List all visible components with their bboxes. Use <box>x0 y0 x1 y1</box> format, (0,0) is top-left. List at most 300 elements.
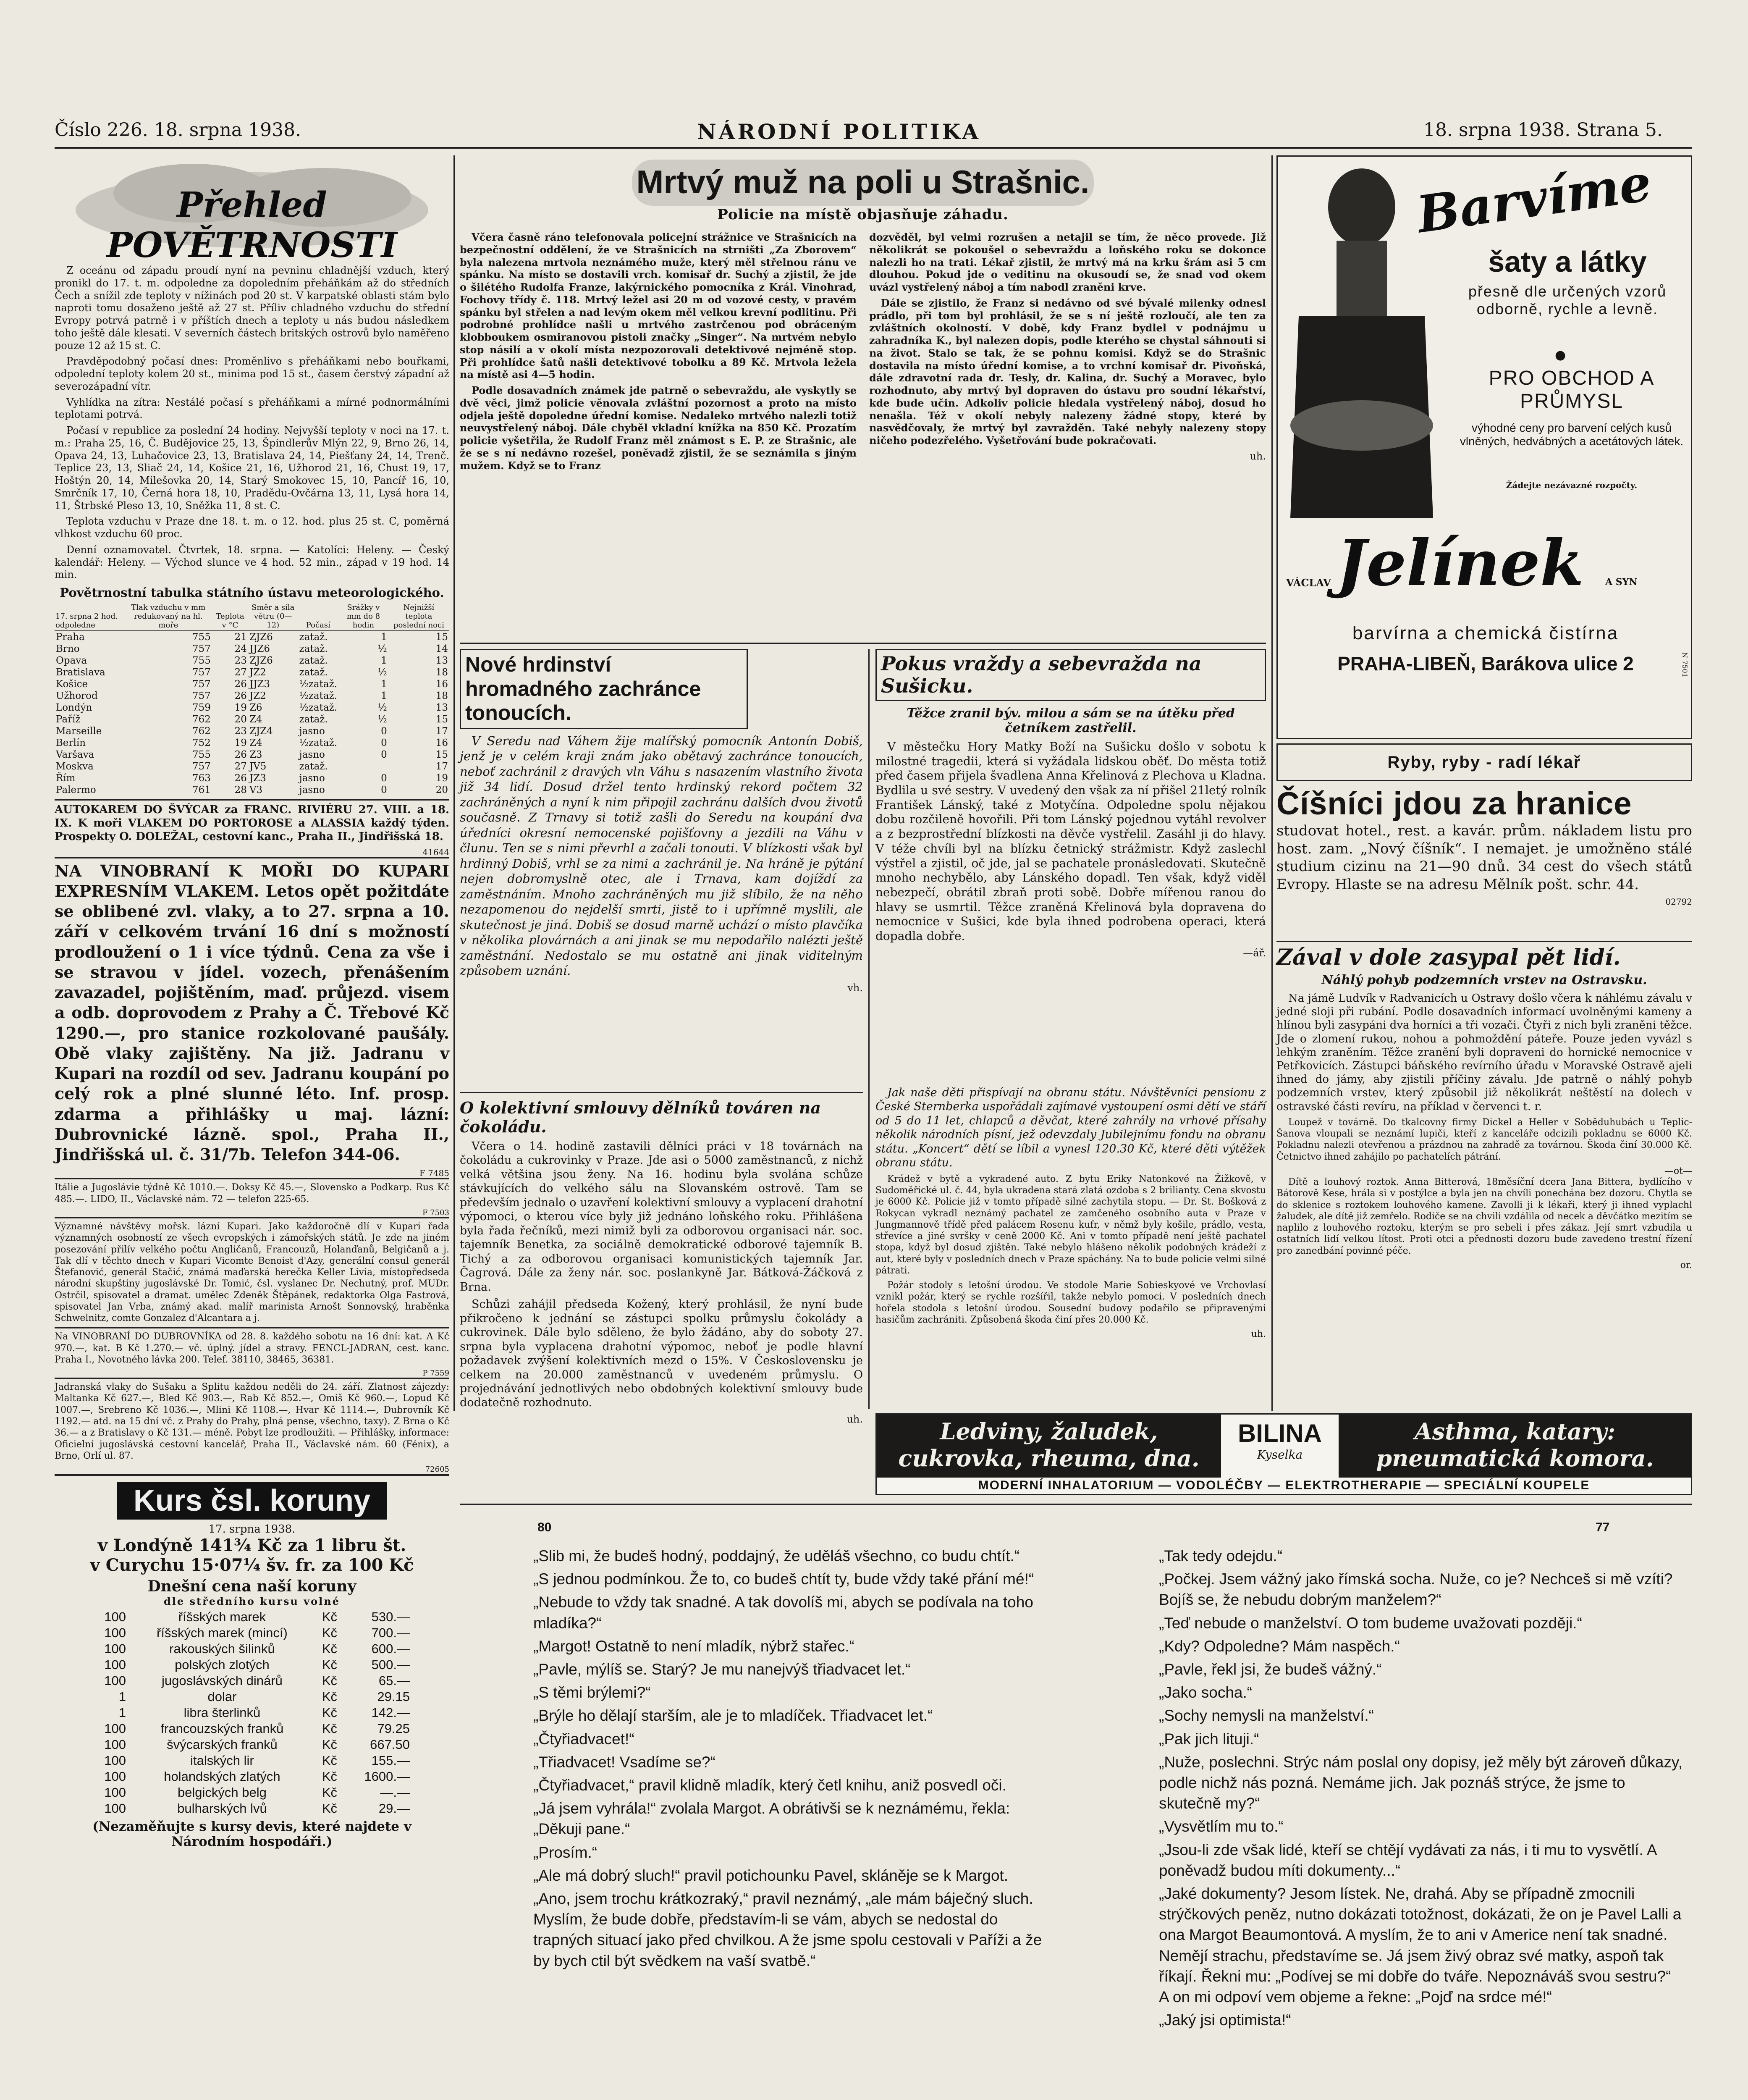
article-signature: or. <box>1680 1260 1692 1270</box>
weather-row <box>55 761 449 772</box>
page-header <box>55 113 1692 149</box>
ad-line: výhodné ceny pro barvení celých kusů vlněných, hedvábných a acetátových látek. <box>1460 421 1684 448</box>
ad-jadran <box>55 1378 449 1474</box>
weather-value: V3 <box>249 785 263 795</box>
currency-amount: 100 <box>104 1785 126 1800</box>
ad-title: Barvíme <box>1413 153 1655 245</box>
currency-name: jugoslávských dinárů <box>162 1673 283 1688</box>
weather-row <box>55 678 449 690</box>
ad-code: N 7501 <box>1681 652 1689 677</box>
weather-value: 19 <box>435 773 448 784</box>
ad-line: šaty a látky <box>1488 245 1647 278</box>
newspaper-title: NÁRODNÍ POLITIKA <box>697 119 981 144</box>
weather-row <box>55 667 449 678</box>
book-paragraph: „Pavle, řekl jsi, že budeš vážný.“ <box>1159 1661 1382 1678</box>
book-paragraph: „Pavle, mýlíš se. Starý? Je mu nanejvýš třiadvacet let.“ <box>533 1661 911 1678</box>
koruna-date: 17. srpna 1938. <box>208 1523 296 1536</box>
weather-value: 26 <box>234 690 247 701</box>
currency-name: holandských zlatých <box>164 1769 280 1784</box>
currency-rate: 29.— <box>378 1801 410 1816</box>
currency-unit: Kč <box>322 1705 337 1720</box>
weather-value: 757 <box>192 643 211 654</box>
currency-rate: 155.— <box>371 1753 410 1768</box>
article-paragraph: V Seredu nad Váhem žije malířský pomocník Antonín Dobiš, jenž je v celém kraji znám jako obětavý zachránce tonoucích, neboť zachránil z dravých vln Váhu s nasazením vlastního života již 34 lidí. Dosud držel tento hrdinský rekord počtem 32 zachráněných a nyní k nim připojil zachránu dalších dvou životů současně. Z Trnavy si totiž zašli do Seredu na koupání dva úředníci okresní nemocenské pojišťovny a jezdili na Váhu v člunu. Ten se s nimi převrhl a začali tonouti. V blízkosti však byl hrdinný Dobiš, vrhl se za nimi a zachránil je. Na hráně je pýtání nejen dobromyslně otec, ale i Trnava, kam dojíždí za zaměstnáním. Mnoho zachráněných mu již slíbilo, že na něho nezapomenou do nejdelší smrti, jistě to i upřímně myslili, ale skutečnost je jiná. Dobiš se dosud marně uchází o místo plavčíka v několika plovárnách a ani jinak se mu nepodařilo nalézti ještě zaměstnání. Nedostalo se mu ostatně ani jinak viditelným způsobem uznání. <box>460 733 863 978</box>
currency-amount: 100 <box>104 1801 126 1816</box>
weather-row <box>55 784 449 796</box>
article-title-box <box>875 649 1266 701</box>
weather-col-header: Srážky v mm do 8 hodin <box>338 602 388 631</box>
currency-amount: 100 <box>104 1753 126 1768</box>
koruna-table <box>92 1609 411 1816</box>
book-paragraph: „Nuže, poslechni. Strýc nám poslal ony dopisy, jež měly být zároveň důkazy, podle nichž nás pozná. Nemáme jich. Jak poznáš strýce, že jsme to skutečně my?“ <box>1159 1753 1682 1812</box>
currency-unit: Kč <box>322 1769 337 1784</box>
weather-value: 19 <box>234 738 247 748</box>
currency-amount: 100 <box>104 1737 126 1752</box>
firm-logo: Jelínek <box>1337 526 1584 600</box>
currency-rate: 79.25 <box>377 1721 410 1736</box>
book-paragraph: „Kdy? Odpoledne? Mám naspěch.“ <box>1159 1637 1400 1655</box>
currency-name: dolar <box>207 1689 237 1704</box>
ad-dubrovnik <box>55 1327 449 1378</box>
weather-value: JV5 <box>249 761 267 772</box>
weather-value: 757 <box>192 761 211 772</box>
weather-row <box>55 631 449 643</box>
ad-line: Ledviny, žaludek, <box>940 1418 1158 1445</box>
brand-name: BILINA <box>1238 1419 1322 1447</box>
weather-value: 13 <box>435 702 448 713</box>
currency-rate: 530.— <box>371 1609 410 1625</box>
weather-city: Košice <box>56 679 88 690</box>
weather-value: 26 <box>234 749 247 760</box>
ad-dubrovnik-text: Na VINOBRANÍ DO DUBROVNÍKA od 28. 8. každého sobotu na 16 dní: kat. A Kč 970.—, kat. B Kč 1.270.— vč. úplný. jídel a stravy. FENCL-JADRAN, cest. kanc. Praha I., Novotného lávka 200. Telef. 38110, 38465, 36381. <box>55 1331 449 1365</box>
currency-rate: 1600.— <box>364 1769 410 1784</box>
weather-value: ½zataž. <box>299 690 338 701</box>
article-subtitle: Těžce zranil býv. milou a sám se na útěku před četníkem zastřelil. <box>907 706 1235 735</box>
book-page-left: 80 <box>537 1520 552 1534</box>
article-signature: —ot— <box>1664 1166 1692 1176</box>
article-zaval <box>1276 945 1692 1411</box>
weather-value: 20 <box>234 714 247 725</box>
article-title: Pokus vraždy a sebevražda na Sušicku. <box>881 652 1202 697</box>
weather-city: Marseille <box>56 726 102 737</box>
weather-row <box>55 643 449 655</box>
currency-unit: Kč <box>322 1785 337 1800</box>
weather-value: 761 <box>192 785 211 795</box>
koruna-zurich: v Curychu 15·07¼ šv. fr. za 100 Kč <box>90 1555 414 1575</box>
book-paragraph: „Čtyřiadvacet,“ pravil klidně mladík, který četl knihu, aniž posvedl oči. <box>533 1777 1006 1794</box>
ad-code: 72605 <box>425 1465 449 1474</box>
article-title-box <box>460 649 748 729</box>
weather-value: 17 <box>435 761 448 772</box>
brand-sub: Kyselka <box>1257 1448 1303 1462</box>
ad-bilina-right <box>1339 1415 1691 1478</box>
article-mrtvy <box>460 155 1266 659</box>
weather-value: 16 <box>435 738 448 748</box>
book-page-right: 77 <box>1596 1520 1610 1534</box>
currency-unit: Kč <box>322 1609 337 1625</box>
weather-value: 759 <box>192 702 211 713</box>
currency-unit: Kč <box>322 1625 337 1641</box>
article-mrtvy-body <box>460 231 1266 475</box>
currency-unit: Kč <box>322 1737 337 1752</box>
currency-name: italských lir <box>190 1753 254 1768</box>
weather-prague: Teplota vzduchu v Praze dne 18. t. m. o 12. hod. plus 25 st. C, poměrná vlhkost vzduchu 60 proc. <box>55 515 449 540</box>
currency-amount: 100 <box>104 1657 126 1672</box>
ad-autokarem-text: AUTOKAREM DO ŠVÝCAR za FRANC. RIVIÉRU 27. VIII. a 18. IX. K moři VLAKEM DO PORTOROSE a ALASSIA každý týden. Prospekty O. DOLEŽAL, cestovní kanc., Praha II., Jindřišská 18. <box>55 803 449 843</box>
weather-col-header: Počasí <box>298 602 339 631</box>
section-rule <box>460 1092 863 1093</box>
book-paragraph: „Jako socha.“ <box>1159 1684 1253 1701</box>
article-paragraph: Schůzi zahájil předseda Kožený, který prohlásil, že nyní bude přikročeno k jednání se zástupci spolku průmyslu čokolády a cukrovinek. Dále bylo sděleno, že bylo žádáno, aby do soboty 27. srpna byla vyplacena drahotní výpomoc, neboť je podle hlavní požadavek zvýšení kolektivních mezd o 15%. V Československu je celkem na 20.000 zaměstnanců v uvedeném průmyslu. O projednávání jednotlivých nebo obdobných kolektivní smlouvy bude dodatečně rozhodnuto. <box>460 1298 863 1410</box>
currency-name: bulharských lvů <box>177 1801 267 1816</box>
weather-value: Z4 <box>249 714 262 725</box>
weather-value: jasno <box>299 773 325 784</box>
currency-rate: 700.— <box>371 1625 410 1641</box>
weather-col-header: Tlak vzduchu v mm redukovaný na hl. moře <box>125 602 212 631</box>
article-mrtvy-header <box>460 155 1266 231</box>
weather-value: 13 <box>435 655 448 666</box>
book-paragraph: „S těmi brýlemi?“ <box>533 1684 651 1701</box>
column-rule <box>868 649 870 1409</box>
section-rule <box>460 643 1266 644</box>
currency-rate: 142.— <box>371 1705 410 1720</box>
weather-value: 0 <box>381 785 387 795</box>
book-paragraph: „Jaké dokumenty? Jesom lístek. Ne, drahá. Aby se případně zmocnili strýčkových peněz, nutno dokázati totožnost, dokázati, že on je Pavel Lalli a ona Margot Beaumontová. A myslím, že to ani v Americe není tak snadné. Nemějí strachu, představíme se. Já jsem živý obraz své matky, aspoň tak říkají. Řekni mu: „Podívej se mi dobře do tváře. Nepoznáváš svou sestru?“ A on mi odpoví vem objeme a řekne: „Pojď na srdce mé!“ <box>1159 1885 1682 2006</box>
weather-value: 20 <box>435 785 448 795</box>
koruna-title: Kurs čsl. koruny <box>117 1482 387 1520</box>
weather-republic: Počasí v republice za poslední 24 hodiny. Nejvyšší teploty v noci na 17. t. m.: Praha 25, 16, Č. Budějovice 25, 13, Špindlerův Mlýn 22, 9, Brno 26, 14, Opava 24, 13, Luhačovice 23, 13, Bratislava 24, 14, Piešťany 24, 14, Trenč. Teplice 23, 13, Sliač 24, 14, Košice 21, 16, Užhorod 21, 16, Chust 19, 17, Hoštýn 20, 14, Milešovka 20, 14, Starý Smokovec 15, 10, Pancíř 16, 10, Smrčník 17, 10, Černá hora 18, 10, Pradědu-Ovčárna 13, 11, Lysá hora 14, 11, Štrbské Pleso 13, 10, Sněžka 11, 8 st. C. <box>55 425 449 512</box>
weather-forecast: Pravděpodobný počasí dnes: Proměnlivo s přeháňkami nebo bouřkami, odpolední teploty kolem 20 st., minima pod 15 st., časem čerstvý západní až severozápadní vítr. <box>55 355 449 392</box>
ad-vinobrani <box>55 857 449 1179</box>
currency-row <box>92 1737 411 1753</box>
weather-value: 0 <box>381 726 387 737</box>
weather-value: JZ3 <box>249 773 266 784</box>
article-hrdinstvi <box>460 649 863 1090</box>
book-paragraph: „Jaký jsi optimista!“ <box>1159 2011 1291 2029</box>
currency-name: libra šterlinků <box>183 1705 261 1720</box>
weather-heading-box <box>55 155 449 265</box>
weather-outlook: Vyhlídka na zítra: Nestálé počasí s přeháňkami a mírné podnormálními teplotami potrvá. <box>55 396 449 421</box>
weather-value: 762 <box>192 726 211 737</box>
currency-amount: 100 <box>104 1641 126 1656</box>
weather-city: Brno <box>56 643 80 654</box>
ad-barvime <box>1276 155 1692 739</box>
article-title: Zával v dole zasypal pět lidí. <box>1276 945 1621 970</box>
currency-unit: Kč <box>322 1673 337 1688</box>
ad-text: studovat hotel., rest. a kavár. prům. nákladem listu pro host. zam. „Nový číšník“. I nemajet. je umožněno stálé studium cizinu na 21—90 dnů. 34 cest do všech států Evropy. Hlaste se na adresu Mělník pošt. schr. 44. <box>1276 822 1692 893</box>
article-title: O kolektivní smlouvy dělníků továren na čokoládu. <box>460 1098 821 1136</box>
book-paragraph: „Margot! Ostatně to není mladík, nýbrž stařec.“ <box>533 1637 854 1655</box>
weather-city: Řím <box>56 773 76 784</box>
weather-value: 0 <box>381 738 387 748</box>
weather-value: zataž. <box>299 655 328 666</box>
currency-name: říšských marek (mincí) <box>157 1625 288 1641</box>
weather-value: zataž. <box>299 643 328 654</box>
currency-amount: 1 <box>118 1705 126 1720</box>
ad-line: Asthma, katary: <box>1414 1418 1616 1445</box>
weather-city: Londýn <box>56 702 92 713</box>
section-rule <box>460 1504 1692 1505</box>
weather-row <box>55 772 449 784</box>
book-column-left <box>533 1546 1058 2100</box>
book-column-right <box>1159 1546 1684 2100</box>
book-paragraph: „Čtyřiadvacet!“ <box>533 1730 634 1748</box>
ad-bilina-brand <box>1225 1419 1334 1462</box>
weather-value: 763 <box>192 773 211 784</box>
weather-value: zataž. <box>299 761 328 772</box>
currency-row <box>92 1721 411 1737</box>
ad-code: F 7503 <box>422 1208 449 1217</box>
weather-value: 27 <box>234 667 247 678</box>
article-paragraph: Dále se zjistilo, že Franz si nedávno od své bývalé milenky odnesl prádlo, při tom byl prohlásil, že se s ní ještě rozloučí, ale ten za zvláštních okolností. V době, kdy Franz bydlel v podnájmu u zahradníka K., byl nalezen dopis, podle kterého se chystal sáhnouti si na život. Stalo se tak, že se pohnu komisi. Když se do Strašnic dostavila na místo úřední komise, a to vrchní komisař dr. Pivoňská, dále zdravotní rada dr. Tesly, dr. Kalina, dr. Suchý a Moravec, bylo rozhodnuto, aby mrtvý byl dopraven do ústavu pro soudní lékařství, kde bude učin. Adkoliv policie hledala vystřelený náboj, dosud ho nenašla. Též v okolí nebyly nalezeny žádné stopy, které by nasvědčovaly, že mrtvý byl zavražděn. Také nebyly nalezeny stopy ničeho podezřelého. Vyšetřování bude pokračovati. <box>869 297 1266 446</box>
weather-value <box>338 761 388 772</box>
weather-value: 15 <box>435 749 448 760</box>
ad-cisnici <box>1276 785 1692 942</box>
weather-value: 757 <box>192 667 211 678</box>
article-pokus <box>875 649 1266 1082</box>
weather-value: 0 <box>381 773 387 784</box>
article-title: Nové hrdinství hromadného zachránce tonoucích. <box>465 653 701 724</box>
currency-amount: 100 <box>104 1673 126 1688</box>
book-paragraph: „Nebude to vždy tak snadné. A tak dovolíš mi, abych se podívala na toho mladíka?“ <box>533 1593 1033 1632</box>
weather-city: Palermo <box>56 785 96 795</box>
weather-city: Opava <box>56 655 87 666</box>
currency-amount: 100 <box>104 1609 126 1625</box>
article-signature: uh. <box>1251 1329 1266 1340</box>
weather-value: 28 <box>234 785 247 795</box>
article-paragraph: Podle dosavadních známek jde patrně o sebevraždu, ale vyskytly se dvě věci, jimž policie věnovala zvláštní pozornost a proto na místo odjela ještě dopoledne úřední komise. Nedaleko mrtvého nalezli totiž neuvystřelený náboj. Dále chyběl vkladní knížka na 850 Kč. Prozatím policie vyšetřila, že Rudolf Franz měl známost s E. P. ze Strašnic, ale že se s ní nedávno rozešel, poněvadž zjistil, že se seznámila s jiným mužem. Když se to Franz <box>460 384 857 472</box>
ad-italie <box>55 1178 449 1217</box>
ad-autokarem <box>55 799 449 857</box>
ad-line: Žádejte nezávazné rozpočty. <box>1506 480 1638 490</box>
currency-name: říšských marek <box>178 1609 266 1625</box>
weather-value: 24 <box>234 643 247 654</box>
article-title: Mrtvý muž na poli u Strašnic. <box>636 163 1090 200</box>
ad-jadran-text: Jadranská vlaky do Sušaku a Splitu každou neděli do 24. září. Zlatnost zájezdy: Maltanka Kč 627.—, Bled Kč 903.—, Rab Kč 852.—, Omiš Kč 960.—, Lopud Kč 1007.—, Srebreno Kč 1036.—, Mlini Kč 1108.—, Hvar Kč 1114.—, Dubrovník Kč 1192.— atd. na 15 dní vč. z Prahy do Prahy, plná pense, všechno, taxy). Z Brna o Kč 36.— a z Bratislavy o Kč 131.— méně. Pobyt lze prodloužiti. — Přihlášky, informace: Oficielní jugoslávská cestovní kancelář, Praha II., Václavské nám. 60 (Fénix), a Brno, Orlí ul. 87. <box>55 1382 449 1461</box>
weather-value: zataž. <box>299 632 328 643</box>
currency-amount: 100 <box>104 1769 126 1784</box>
book-paragraph: „Ano, jsem trochu krátkozraký,“ pravil neznámý, „ale mám báječný sluch. Myslím, že bude dobře, představím-li se vám, abych se nedostal do trapných situací jako před chvilkou. A že jsme spolu cestovali v Paříži a že by bych ctil být svědkem na vaší svatbě.“ <box>533 1890 1042 1969</box>
weather-value: 0 <box>381 749 387 760</box>
left-column <box>55 155 449 2100</box>
weather-value: 23 <box>234 726 247 737</box>
article-signature: —ář. <box>1243 947 1266 959</box>
article-short-news <box>875 1086 1266 1411</box>
weather-row <box>55 749 449 761</box>
ad-bilina-left <box>877 1415 1221 1478</box>
book-paragraph: „Třiadvacet! Vsadíme se?“ <box>533 1753 715 1771</box>
weather-value: JJZ3 <box>249 679 270 690</box>
weather-city: Berlín <box>56 738 86 748</box>
weather-value: 18 <box>435 690 448 701</box>
firm-suffix: A SYN <box>1605 577 1638 588</box>
currency-rate: 600.— <box>371 1641 410 1656</box>
weather-row <box>55 737 449 749</box>
article-kolektivni <box>460 1098 863 1425</box>
ad-vyznamne <box>55 1217 449 1324</box>
article-signature: vh. <box>847 982 863 994</box>
news-item: Loupež v továrně. Do tkalcovny firmy Dickel a Heller v Soběduhubách u Teplic-Šanova vloupali se neznámí lupiči, kteří z kanceláře odcizili pokladnu se 6000 Kč. Pokladnu nalezli otevřenou a prázdnou na zahradě za továrnou. Škoda činí 30.000 Kč. Četnictvo ihned zahájilo po pachatelích pátrání. <box>1276 1117 1692 1162</box>
currency-rate: 65.— <box>378 1673 410 1688</box>
currency-amount: 100 <box>104 1721 126 1736</box>
weather-value: 15 <box>435 714 448 725</box>
currency-amount: 100 <box>104 1625 126 1641</box>
weather-value: JJZ6 <box>249 643 270 654</box>
weather-value: jasno <box>299 785 325 795</box>
koruna-london: v Londýně 141¾ Kč za 1 libru št. <box>97 1536 406 1556</box>
article-paragraph: V městečku Hory Matky Boží na Sušicku došlo v sobotu k milostné tragedii, která si vyžádala lidskou oběť. Do města totiž před časem přijela švadlena Anna Křelinová z Plechova u Kladna. Bydlila u své sestry. V uvedený den však za ní přišel 21letý rolník František Lánský, také z Motyčína. Odpoledne spolu nějakou dobu rozčileně hovořili. Při tom Lánský pojednou vytáhl revolver a z bezprostřední blízkosti na děvče vystřelil. Zasáhl ji do hlavy. V téže chvíli byl na blízku četnický strážmistr. Když zaslechl výstřel a zjistil, oč jde, jal se pachatele pronásledovati. Skutečně mnoho nechybělo, aby Lánského dopadl. Ten však, když viděl nebezpečí, obrátil zbraň proti sobě. Dobře mířenou ranou do hlavy se usmrtil. Těžce zraněná Křelinová byla dopravena do nemocnice v Sušici, kde byla ihned podrobena operaci, která dopadla dobře. <box>875 739 1266 943</box>
ad-address: PRAHA-LIBEŇ, Barákova ulice 2 <box>1337 653 1634 675</box>
weather-col-header: Teplota v °C <box>212 602 248 631</box>
weather-value: 26 <box>234 679 247 690</box>
issue-number: Číslo 226. 18. srpna 1938. <box>55 119 301 141</box>
ad-title: Číšníci jdou za hranice <box>1276 786 1632 822</box>
weather-value: Z4 <box>249 738 262 748</box>
currency-name: rakouských šilinků <box>169 1641 275 1656</box>
book-paragraph: „Brýle ho dělají starším, ale je to mladíček. Třiadvacet let.“ <box>533 1707 933 1725</box>
weather-value: 762 <box>192 714 211 725</box>
weather-value: ½ <box>377 702 387 713</box>
weather-value: 757 <box>192 690 211 701</box>
weather-value: 21 <box>234 632 247 643</box>
ad-code: 41644 <box>422 847 449 857</box>
column-rule <box>453 155 455 1411</box>
news-item: Jak naše děti přispívají na obranu státu. Návštěvníci pensionu z České Sternberka uspořádali zajímavé vystoupení osmi dětí ve stáří od 5 do 11 let, chlapců a děvčat, které zahrály na vrhové přísahy několik národních písní, jež odevzdaly Jubilejnímu fondu na obranu státu. „Koncert“ dětí se líbil a vynesl 120.30 Kč, které děti výtěžek obranu státu. <box>875 1086 1266 1170</box>
firm-first-name: VÁCLAV <box>1286 577 1331 589</box>
weather-value: 14 <box>435 643 448 654</box>
weather-value: 755 <box>192 749 211 760</box>
weather-value: zataž. <box>299 667 328 678</box>
weather-table-title: Povětrnostní tabulka státního ústavu meteorologického. <box>60 585 444 600</box>
weather-city: Paříž <box>56 714 81 725</box>
article-subtitle: Náhlý pohyb podzemních vrstev na Ostravsku. <box>1321 972 1647 987</box>
weather-title: Přehled POVĚTRNOSTI <box>107 185 397 265</box>
currency-row <box>92 1769 411 1785</box>
weather-value: 1 <box>381 690 387 701</box>
book-paragraph: „S jednou podmínkou. Že to, co budeš chtít ty, bude vždy také přání mé!“ <box>533 1570 1034 1588</box>
currency-unit: Kč <box>322 1753 337 1768</box>
weather-value: ½zataž. <box>299 679 338 690</box>
page-number: 18. srpna 1938. Strana 5. <box>1423 119 1663 141</box>
ad-code: F 7485 <box>419 1168 449 1179</box>
weather-value: 16 <box>435 679 448 690</box>
currency-name: francouzských franků <box>160 1721 284 1736</box>
bullet-icon: ● <box>1555 348 1566 362</box>
weather-value: ZJZ6 <box>249 632 273 643</box>
ad-line: cukrovka, rheuma, dna. <box>898 1445 1200 1472</box>
weather-value: 1 <box>381 632 387 643</box>
weather-value: ZJZ6 <box>249 655 273 666</box>
book-paragraph: „Teď nebude o manželství. O tom budeme uvažovati později.“ <box>1159 1614 1582 1632</box>
ad-line: pneumatická komora. <box>1376 1445 1654 1472</box>
weather-value: 757 <box>192 679 211 690</box>
weather-value: 1 <box>381 679 387 690</box>
weather-value: jasno <box>299 749 325 760</box>
weather-value: 752 <box>192 738 211 748</box>
currency-rate: 29.15 <box>377 1689 410 1704</box>
article-column <box>460 231 857 475</box>
currency-unit: Kč <box>322 1689 337 1704</box>
article-paragraph: Na jámě Ludvík v Radvanicích u Ostravy došlo včera k náhlému závalu v jedné sloji při rubání. Podle dosavadních informací uvolněnými kameny a hlínou byli zasypáni dva horníci a tři vozači. Čtyři z nich byli zraněni těžce. Jde o zlomení rukou, nohou a pohmoždění páteře. Pouze jeden vyvázl s lehkým zraněním. Těžce zranění byli dopraveni do hornické nemocnice v Petřkovicích. Zástupci báňského revírního úřadu v Moravské Ostravě ajeli ihned do jámy, aby zjistili příčiny závalu. Jde patrně o náhlý pohyb podzemních vrstev, který způsobil již několikrát neštěstí na dolech v ostravské části revíru, na příklad v červenci t. r. <box>1276 992 1692 1113</box>
koruna-footer: (Nezaměňujte s kursy devis, které najdete v Národním hospodáři.) <box>92 1819 411 1850</box>
weather-value: 17 <box>435 726 448 737</box>
weather-value: 755 <box>192 655 211 666</box>
weather-row <box>55 690 449 702</box>
ad-vyznamne-text: Významné návštěvy mořsk. lázní Kupari. Jako každoročně dlí v Kupari řada významných osobností ze všech evropských i zámořských států. Je zde na jiném posezování přilív velkého počtu Angličanů, Francouzů, Holanďanů, Belgičanů a j. Tak dlí v těchto dnech v Kupari Vicomte Benoist d'Azy, generální consul generál Štefanović, generál Stačić, známá maďarská herečka Keller Livia, místopředseda národní skupštiny jugoslávské Dr. Tomić, čsl. vyslanec Dr. Nechutný, prof. MUDr. Ostrčil, spisovatel a dramat. umělec Zdeněk Štěpánek, redaktorka Olga Fastrová, spisovatel Jan Vrba, známý akad. malíř marinista Arnošt Sonnovský, hraběnka Schwelnitz, comte Gonzalez d'Alcantara a j. <box>55 1221 449 1324</box>
currency-name: belgických belg <box>177 1785 267 1800</box>
article-paragraph: Včera o 14. hodině zastavili dělníci práci v 18 továrnách na čokoládu a cukrovinky v Praze. Jde asi o 5000 zaměstnanců, z nichž velká většina jsou ženy. Na 16. hodinu byla svolána schůze stávkujících do velkého sálu na Slovanském ostrově. Tam se především jednalo o uzavření kolektivní smlouvy a vyplacení drahotní výpomoci, o kterou více byly již jednáno loňského roku. Přihlášena byla řada řečníků, mezi nimiž byli za odborovou organisaci nár. soc. tajemník Benetka, za sociálně demokratické odborové tajemník B. Tichý a za odborovou organisaci komunistických tajemník Jar. Čagrová. Dále za ženy nár. soc. poslankyně Jar. Bátková-Žáčková z Brna. <box>460 1140 863 1294</box>
weather-value: ½ <box>377 667 387 678</box>
koruna-subtitle-2: dle středního kursu volné <box>163 1595 341 1608</box>
currency-row <box>92 1753 411 1769</box>
currency-rate: 667.50 <box>370 1737 410 1752</box>
weather-value: 19 <box>234 702 247 713</box>
book-paragraph: „Jsou-li zde však lidé, kteří se chtějí vydávati za nás, i ti mu to vysvětlí. A poněvadž budou míti dokumenty...“ <box>1159 1841 1656 1879</box>
book-paragraph: „Tak tedy odejdu.“ <box>1159 1547 1283 1564</box>
ad-line: barvírna a chemická čistírna <box>1352 623 1619 643</box>
weather-col-header: Nejnižší teplota poslední noci <box>388 602 449 631</box>
book-paragraph: „Vysvětlím mu to.“ <box>1159 1818 1284 1835</box>
currency-rate: 500.— <box>371 1657 410 1672</box>
ad-code: 02792 <box>1665 897 1692 907</box>
news-item: Dítě a louhový roztok. Anna Bitterová, 18měsíční dcera Jana Bittera, bydlícího v Bátorově Kese, hrála si v postýlce a byla jen na chvíli ponechána bez dozoru. Chytla se do sklenice s roztokem louhového kamene. Zavolli ji k lékaři, který ji ihned vyplachl žaludek, ale dítě již zemřelo. Rodiče se na chvili vzdálila od necek a děvčátko mezitím se naplilo z louhového roztoku, kterým se pro sebeli i přes zákaz. Její smrt vzbudila u ostatních lidí velkou lítost. Proti otci a přednosti dozoru bude zavedeno trestní řízení pro zanedbání povinné péče. <box>1276 1176 1692 1256</box>
weather-city: Moskva <box>56 761 94 772</box>
currency-amount: 1 <box>118 1689 126 1704</box>
currency-row <box>92 1705 411 1721</box>
currency-row <box>92 1785 411 1801</box>
currency-row <box>92 1641 411 1657</box>
weather-table <box>55 602 449 796</box>
weather-value: Z6 <box>249 702 262 713</box>
weather-value: ½ <box>377 643 387 654</box>
weather-value: ½zataž. <box>299 702 338 713</box>
weather-paragraph: Z oceánu od západu proudí nyní na pevninu chladnější vzduch, který pronikl do 17. t. m. odpoledne za dopoledním přeháňkám až do středních Čech a snížil zde teploty v nížinách pod 20 st. V karpatské oblasti stám bylo naproti tomu dosaženo ještě až 27 st. Příliv chladného vzduchu do střední Evropy potrvá patrně i v příštích dnech a teploty u nás budou následkem toho ještě dále klesati. V severních částech britských ostrovů bylo naměřeno pouze 12 až 15 st. C. <box>55 265 449 352</box>
book-paragraph: „Slib mi, že budeš hodný, poddajný, že uděláš všechno, co budu chtít.“ <box>533 1547 1019 1564</box>
article-signature: uh. <box>846 1413 863 1425</box>
ad-code: P 7559 <box>422 1369 449 1378</box>
article-column <box>869 231 1266 475</box>
news-item: Krádež v bytě a vykradené auto. Z bytu Eriky Natonkové na Žižkově, v Sudoměřické ul. č. 44, byla ukradena stará zlatá ozdoba s 2 brilianty. Cena skvostu je 6000 Kč. Policie již v tomto případě silné zachytila stopu. — Dr. St. Bošková z Rokycan vykradl neznámý pachatel ze zamčeného osobního auta v Praze v Jungmannově třídě před palácem Rosenu kufr, v němž byly košile, prádlo, vesta, střevíce a jiné svršky v ceně 2000 Kč. Ani v tomto případě není ještě pachatel stopa, když byl dosud zjištěn. Také nebylo hlášeno několik podobných krádeží z aut, které byly v posledních dnech v Praze spáchány. Na to bude policie velmi silné pátrati. <box>875 1173 1266 1276</box>
currency-name: polských zlotých <box>175 1657 270 1672</box>
weather-value: zataž. <box>299 714 328 725</box>
weather-row <box>55 714 449 725</box>
ad-line: Ryby, ryby - radí lékař <box>1387 753 1581 772</box>
currency-name: švýcarských franků <box>167 1737 278 1752</box>
weather-value: ½ <box>377 714 387 725</box>
weather-value: JZ2 <box>249 690 266 701</box>
ad-bilina <box>875 1413 1692 1495</box>
book-paragraph: „Já jsem vyhrála!“ zvolala Margot. A obrátivši se k neznámému, řekla: „Děkuji pane.“ <box>533 1800 1010 1838</box>
news-item: Požár stodoly s letošní úrodou. Ve stodole Marie Sobieskyové ve Vrchovlasí vznikl požár, který se rychle rozšířil, takže nebylo pomoci. V posledních dnech hořela stodola s letošní úrodou. Sousední budovy podařilo se připravenými hasičům zachrániti. Způsobená škoda činí přes 20.000 Kč. <box>875 1280 1266 1325</box>
weather-city: Varšava <box>56 749 94 760</box>
weather-value: 15 <box>435 632 448 643</box>
article-paragraph: dozvěděl, byl velmi rozrušen a netajil se tím, že něco provede. Již několikrát se pokoušel o sebevraždu a loňského roku se dokonce nalezli ho na trati. Lékař zjistil, že mrtvý má na krku šrám asi 5 cm dlouhou. Pokud jde o veditinu na okusoudí se, že snad vod okem uvázl vystřelený náboj a tím nabodl zraněni krve. <box>869 231 1266 293</box>
column-rule <box>1271 155 1273 1411</box>
koruna-box <box>55 1474 449 1849</box>
book-paragraph: „Sochy nemysli na manželství.“ <box>1159 1707 1374 1725</box>
weather-row <box>55 725 449 737</box>
weather-value: jasno <box>299 726 325 737</box>
book-paragraph: „Ale má dobrý sluch!“ pravil potichounku Pavel, skláněje se k Margot. <box>533 1866 1009 1884</box>
weather-col-header: Směr a síla větru (0—12) <box>248 602 298 631</box>
weather-value: 18 <box>435 667 448 678</box>
weather-city: Bratislava <box>56 667 105 678</box>
currency-row <box>92 1673 411 1689</box>
book-paragraph: „Počkej. Jsem vážný jako římská socha. Nuže, co je? Nechceš si mě vzíti? Bojíš se, že nebudu dobrým manželem?“ <box>1159 1570 1673 1609</box>
weather-value: 27 <box>234 761 247 772</box>
currency-unit: Kč <box>322 1657 337 1672</box>
ad-vinobrani-text: NA VINOBRANÍ K MOŘI DO KUPARI EXPRESNÍM VLAKEM. Letos opět požitdáte se oblibené zvl. vlaky, a to 27. srpna a 10. září v celkovém trvání 16 dní s možností prodloužení o 1 i více týdnů. Cena za vše i se stravou v jídel. vozech, přenášením zavazadel, pojištěním, maď. průjezd. visem a odb. doprovodem z Prahy a Č. Třebové Kč 1290.—, pro stanice rozkolované paušály. Obě vlaky zajištěny. Na již. Jadranu v Kupari na rozdíl od sev. Jadranu koupání po celý rok a plné slunné léto. Inf. prosp. zdarma a přihlášky u maj. lázní: Dubrovnické lázně. spol., Praha II., Jindřišská ul. č. 31/7b. Telefon 344-06. <box>55 861 449 1164</box>
